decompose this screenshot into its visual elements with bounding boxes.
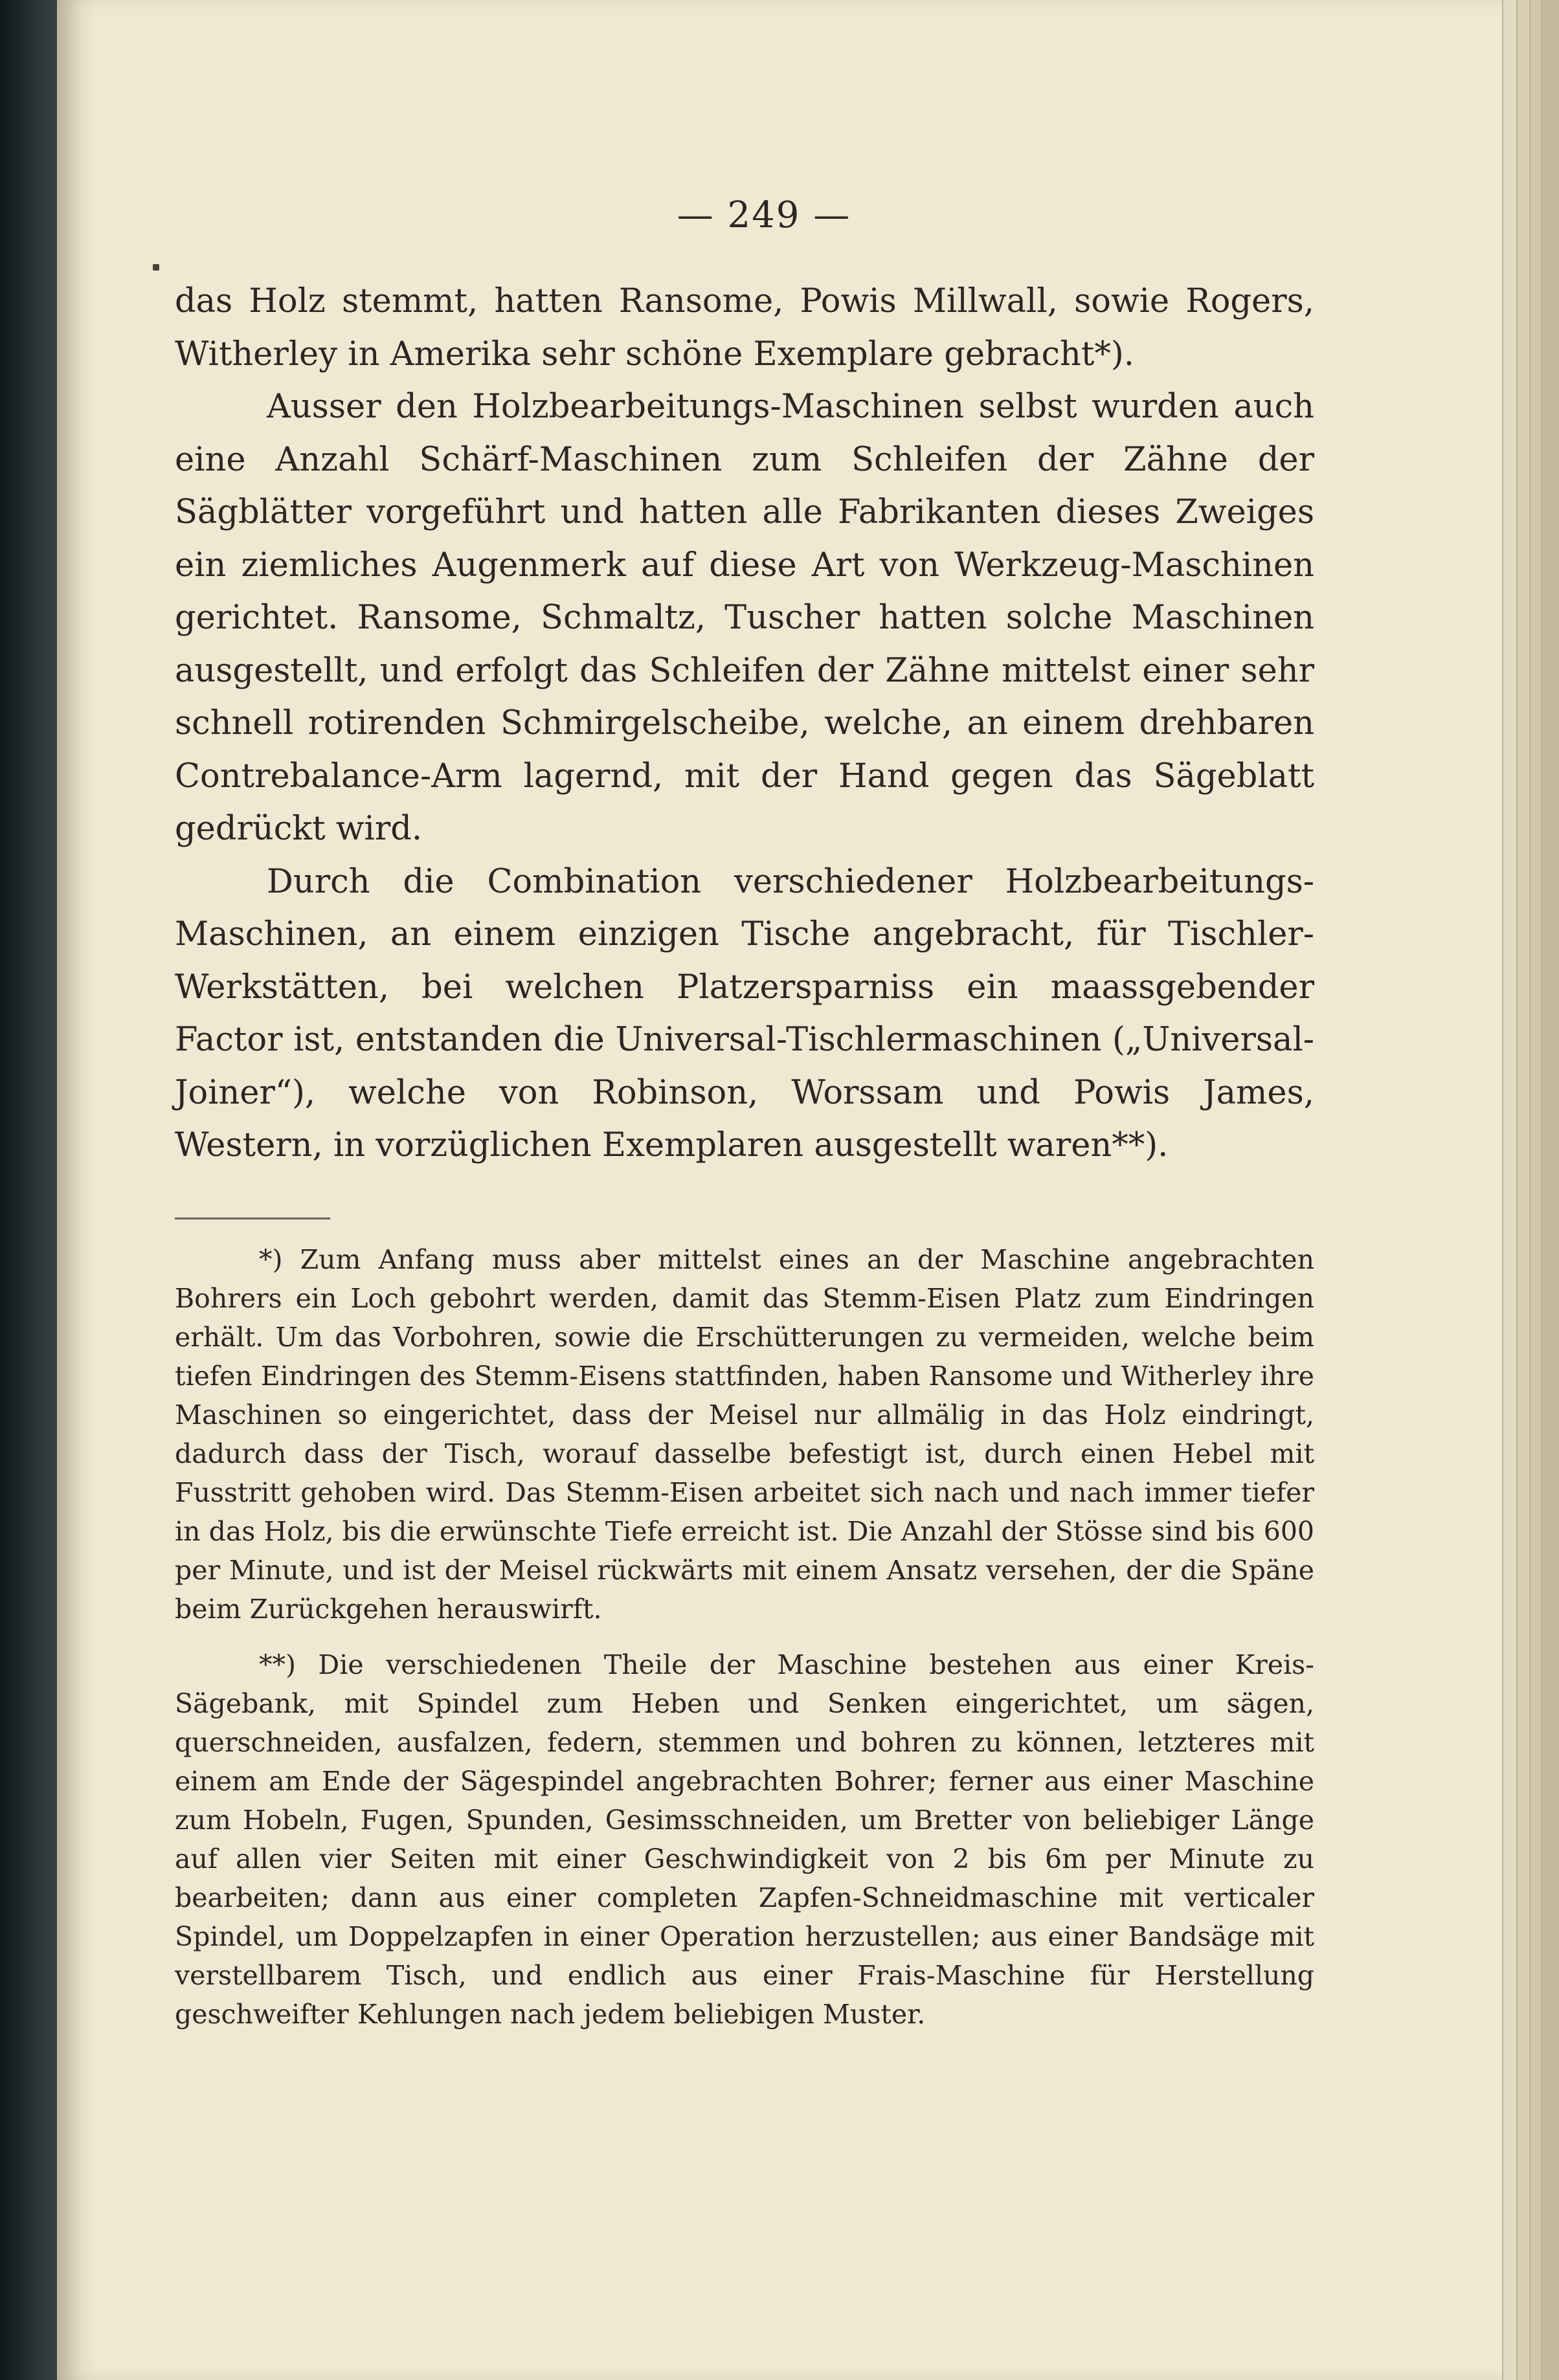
page-stack-edge xyxy=(1541,0,1559,2380)
book-page xyxy=(57,0,1502,2380)
paragraph-1: das Holz stemmt, hatten Ransome, Powis Millwall, sowie Rogers, Witherley in Amerika sehr schöne Exemplare gebracht*). xyxy=(175,282,1314,373)
page-text-area xyxy=(175,194,1314,2034)
paragraph-2: Ausser den Holzbearbeitungs-Maschinen selbst wurden auch eine Anzahl Schärf-Maschinen zum Schleifen der Zähne der Sägblätter vorgeführt und hatten alle Fabrikanten dieses Zweiges ein ziemliches Augenmerk auf diese Art von Werkzeug-Maschinen gerichtet. Ransome, Schmaltz, Tuscher hatten solche Maschinen ausgestellt, und erfolgt das Schleifen der Zähne mittelst einer sehr schnell rotirenden Schmirgelscheibe, welche, an einem drehbaren Contrebalance-Arm lagernd, mit der Hand gegen das Sägeblatt gedrückt wird. xyxy=(175,388,1314,848)
paragraph-3: Durch die Combination verschiedener Holzbearbeitungs-Maschinen, an einem einzigen Tische angebracht, für Tischler-Werkstätten, bei welchen Platzersparniss ein maassgebender Factor ist, entstanden die Universal-Tischlermaschinen („Universal-Joiner“), welche von Robinson, Worssam und Powis James, Western, in vorzüglichen Exemplaren ausgestellt waren**). xyxy=(175,862,1314,1164)
footnote-2: **) Die verschiedenen Theile der Maschine bestehen aus einer Kreis-Sägebank, mit Spindel zum Heben und Senken eingerichtet, um sägen, querschneiden, ausfalzen, federn, stemmen und bohren zu können, letzteres mit einem am Ende der Sägespindel angebrachten Bohrer; ferner aus einer Maschine zum Hobeln, Fugen, Spunden, Gesimsschneiden, um Bretter von beliebiger Länge auf allen vier Seiten mit einer Geschwindigkeit von 2 bis 6m per Minute zu bearbeiten; dann aus einer completen Zapfen-Schneidmaschine mit verticaler Spindel, um Doppelzapfen in einer Operation herzustellen; aus einer Bandsäge mit verstellbarem Tisch, und endlich aus einer Frais-Maschine für Herstellung geschweifter Kehlungen nach jedem beliebigen Muster. xyxy=(175,1649,1314,2030)
book-binding-edge xyxy=(0,0,62,2380)
page-stack-edge xyxy=(1502,0,1518,2380)
footnote-1: *) Zum Anfang muss aber mittelst eines an der Maschine angebrachten Bohrers ein Loch gebohrt werden, damit das Stemm-Eisen Platz zum Eindringen erhält. Um das Vorbohren, sowie die Erschütterungen zu vermeiden, welche beim tiefen Eindringen des Stemm-Eisens stattfinden, haben Ransome und Witherley ihre Maschinen so eingerichtet, dass der Meisel nur allmälig in das Holz eindringt, dadurch dass der Tisch, worauf dasselbe befestigt ist, durch einen Hebel mit Fusstritt gehoben wird. Das Stemm-Eisen arbeitet sich nach und nach immer tiefer in das Holz, bis die erwünschte Tiefe erreicht ist. Die Anzahl der Stösse sind bis 600 per Minute, und ist der Meisel rückwärts mit einem Ansatz versehen, der die Späne beim Zurückgehen herauswirft. xyxy=(175,1243,1314,1625)
page-number: — 249 — xyxy=(677,194,851,236)
page-stack-edge xyxy=(1529,0,1542,2380)
margin-mark xyxy=(153,264,159,271)
page-stack-edge xyxy=(1516,0,1531,2380)
main-text xyxy=(175,275,1314,1172)
footnote-divider xyxy=(175,1218,330,1219)
